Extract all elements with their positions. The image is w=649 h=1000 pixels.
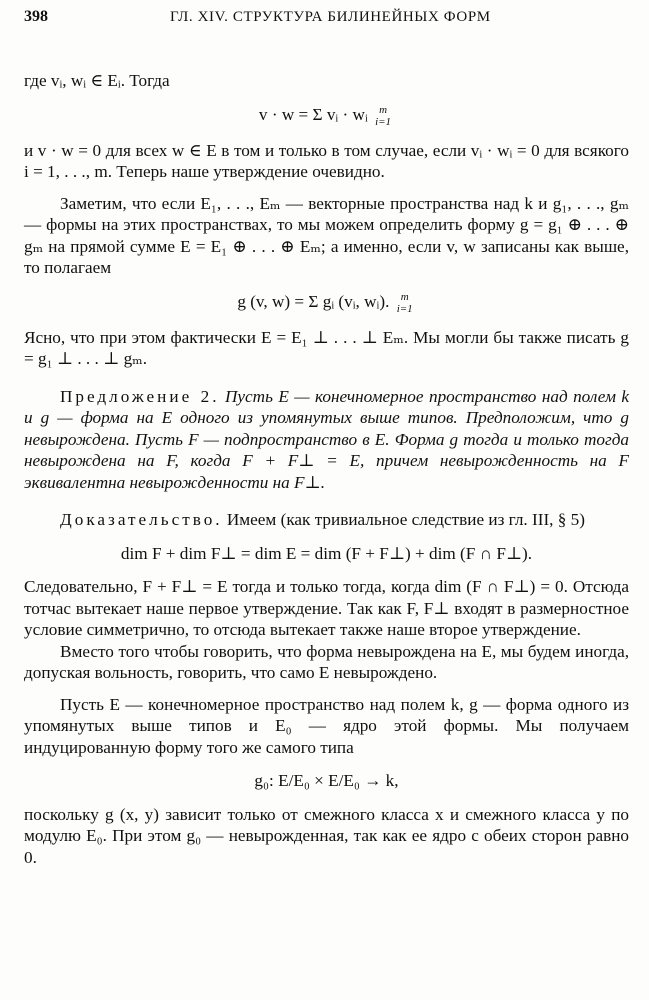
proof-text: Имеем (как тривиальное следствие из гл. III, § 5) [226, 510, 585, 530]
paragraph-4: Ясно, что при этом фактически E = E₁ ⊥ . . . ⊥ Eₘ. Мы могли бы также писать g = g₁ ⊥ . . . ⊥ gₘ. [24, 327, 629, 369]
paragraph-5: Следовательно, F + F⊥ = E тогда и только тогда, когда dim (F ∩ F⊥) = 0. Отсюда тотчас вытекает наше первое утверждение. Так как F, F⊥ входят в размерностное условие симметрично, то отсюда вытекает также наше второе утверждение. [24, 577, 629, 640]
sum-lower-limit-2: i=1 [396, 302, 413, 315]
paragraph-2: и v · w = 0 для всех w ∈ E в том и только в том случае, если vᵢ · wᵢ = 0 для всякого i = 1, . . ., m. Теперь наше утверждение очевидно. [24, 140, 629, 182]
page-header [24, 8, 629, 30]
sum-upper-limit: m [379, 103, 388, 116]
formula-g: g (v, w) = Σ gᵢ (vᵢ, wᵢ). [237, 291, 390, 311]
page-number: 398 [24, 8, 48, 25]
formula-g0: g₀: E/E₀ × E/E₀ → k, [254, 771, 399, 791]
sum-upper-limit-2: m [400, 290, 409, 303]
paragraph-8: поскольку g (x, y) зависит только от смежного класса x и смежного класса y по модулю E₀. При этом g₀ — невырожденная, так как ее ядро с обеих сторон равно 0. [24, 804, 629, 867]
proposition-2 [24, 386, 629, 494]
proposition-text: Пусть E — конечномерное пространство над полем k и g — форма на E одного из упомянутых выше типов. Предположим, что g невырождена. Пусть F — подпространство в E. Форма g тогда и только тогда невырождена на F, когда F + F⊥ = E, причем невырожденность на F эквивалентна невырожденности на F⊥. [24, 386, 630, 492]
formula-lhs: v · w = Σ vᵢ · wᵢ [258, 104, 368, 124]
sum-limits [375, 104, 391, 128]
formula-sum-vw [24, 104, 629, 128]
page-body [24, 70, 629, 868]
proof-label: Доказательство. [60, 510, 223, 530]
formula-dim: dim F + dim F⊥ = dim E = dim (F + F⊥) + dim (F ∩ F⊥). [120, 543, 533, 563]
paragraph-6: Вместо того чтобы говорить, что форма невырождена на E, мы будем иногда, допуская вольность, говорить, что само E невырождено. [24, 641, 629, 683]
paragraph-1: где vᵢ, wᵢ ∈ Eᵢ. Тогда [24, 71, 170, 90]
proof [24, 509, 629, 531]
paragraph-3: Заметим, что если E₁, . . ., Eₘ — векторные пространства над k и g₁, . . ., gₘ — формы на этих пространствах, то мы можем определить форму g = g₁ ⊕ . . . ⊕ gₘ на прямой сумме E = E₁ ⊕ . . . ⊕ Eₘ; а именно, если v, w записаны как выше, то полагаем [24, 193, 629, 278]
formula-g-sum [24, 291, 629, 315]
proposition-label: Предложение 2. [60, 386, 220, 406]
sum-limits-2 [397, 291, 413, 315]
sum-lower-limit: i=1 [375, 115, 392, 128]
paragraph-7: Пусть E — конечномерное пространство над полем k, g — форма одного из упомянутых выше типов и E₀ — ядро этой формы. Мы получаем индуцированную форму того же самого типа [24, 694, 629, 757]
running-title: ГЛ. XIV. СТРУКТУРА БИЛИНЕЙНЫХ ФОРМ [170, 9, 491, 25]
